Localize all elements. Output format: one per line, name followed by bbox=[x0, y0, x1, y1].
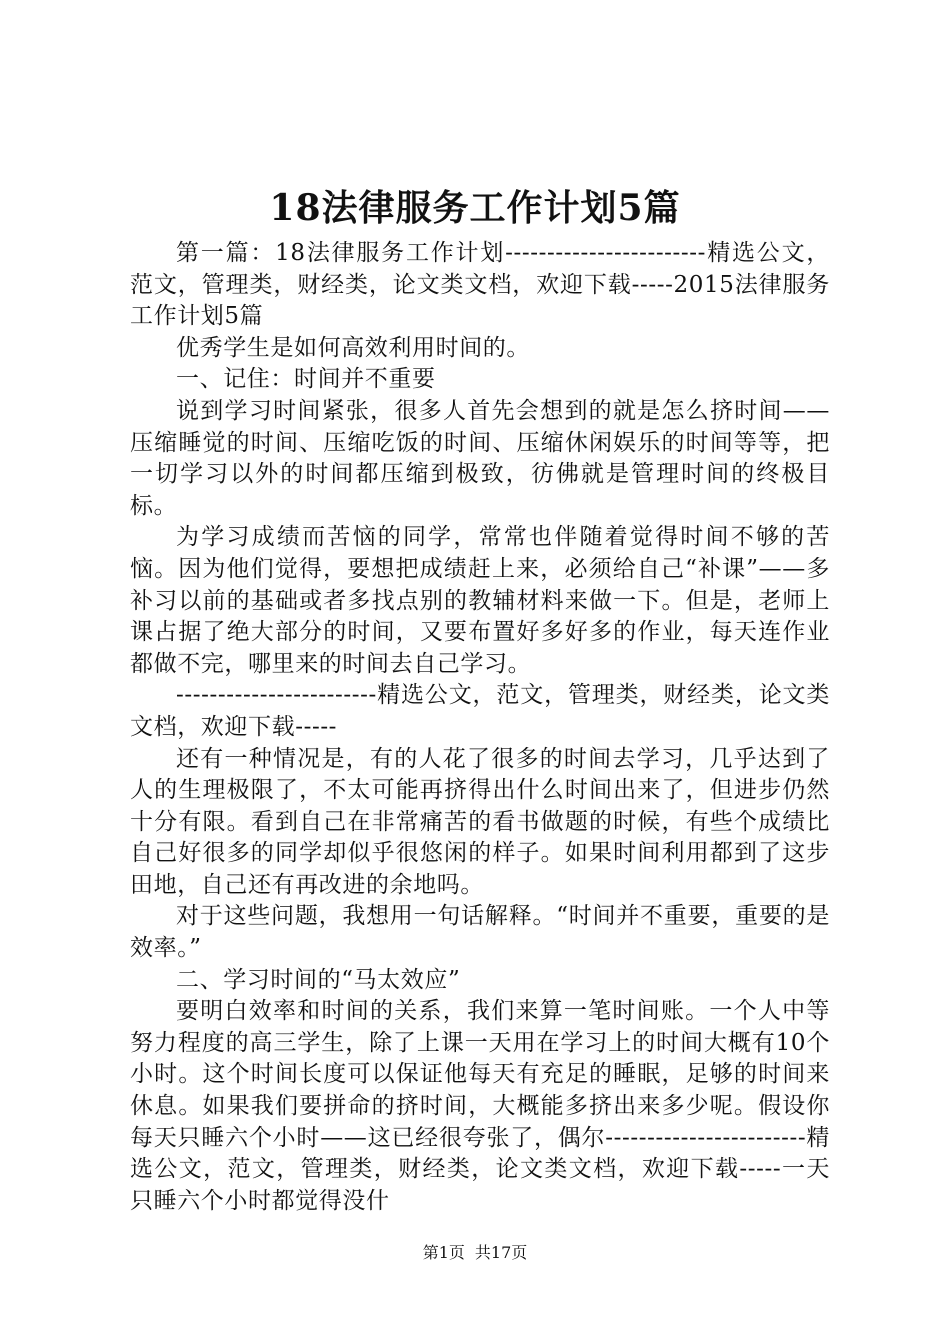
page-total: 共17页 bbox=[474, 1243, 528, 1262]
section-heading-1: 一、记住：时间并不重要 bbox=[176, 366, 436, 393]
paragraph-6: 还有一种情况是，有的人花了很多的时间去学习，几乎达到了人的生理极限了，不太可能再挤得出什么时间出来了，但进步仍然十分有限。看到自己在非常痛苦的看书做题的时候，有些个成绩比自己好很多的同学却似乎很悠闲的样子。如果时间利用都到了这步田地，自己还有再改进的余地吗。 bbox=[130, 745, 830, 898]
paragraph-3: 说到学习时间紧张，很多人首先会想到的就是怎么挤时间——压缩睡觉的时间、压缩吃饭的时间、压缩休闲娱乐的时间等等，把一切学习以外的时间都压缩到极致，彷佛就是管理时间的终极目标。 bbox=[130, 397, 830, 519]
paragraph-5: ------------------------精选公文，范文，管理类，财经类，论文类文档，欢迎下载----- bbox=[130, 682, 830, 740]
section-heading-2: 二、学习时间的“马太效应” bbox=[176, 966, 461, 993]
page-footer bbox=[0, 1243, 950, 1263]
paragraph-2: 优秀学生是如何高效利用时间的。 bbox=[176, 334, 530, 361]
document-title: 18法律服务工作计划5篇 bbox=[269, 187, 681, 229]
paragraph-7: 对于这些问题，我想用一句话解释。“时间并不重要，重要的是效率。” bbox=[130, 903, 830, 962]
document-body bbox=[130, 238, 830, 1217]
paragraph-1: 第一篇：18法律服务工作计划------------------------精选公文，范文，管理类，财经类，论文类文档，欢迎下载-----2015法律服务工作计划5篇 bbox=[130, 240, 830, 330]
paragraph-4: 为学习成绩而苦恼的同学，常常也伴随着觉得时间不够的苦恼。因为他们觉得，要想把成绩赶上来，必须给自己“补课”——多补习以前的基础或者多找点别的教辅材料来做一下。但是，老师上课占据了绝大部分的时间，又要布置好多好多的作业，每天连作业都做不完，哪里来的时间去自己学习。 bbox=[130, 524, 830, 677]
paragraph-8: 要明白效率和时间的关系，我们来算一笔时间账。一个人中等努力程度的高三学生，除了上课一天用在学习上的时间大概有10个小时。这个时间长度可以保证他每天有充足的睡眠，足够的时间来休息。如果我们要拼命的挤时间，大概能多挤出来多少呢。假设你每天只睡六个小时——这已经很夸张了，偶尔------------------------精选公文，范文，管理类，财经类，论文类文档，欢迎下载-----一天只睡六个小时都觉得没什 bbox=[130, 998, 830, 1214]
page-number: 第1页 bbox=[422, 1243, 465, 1262]
